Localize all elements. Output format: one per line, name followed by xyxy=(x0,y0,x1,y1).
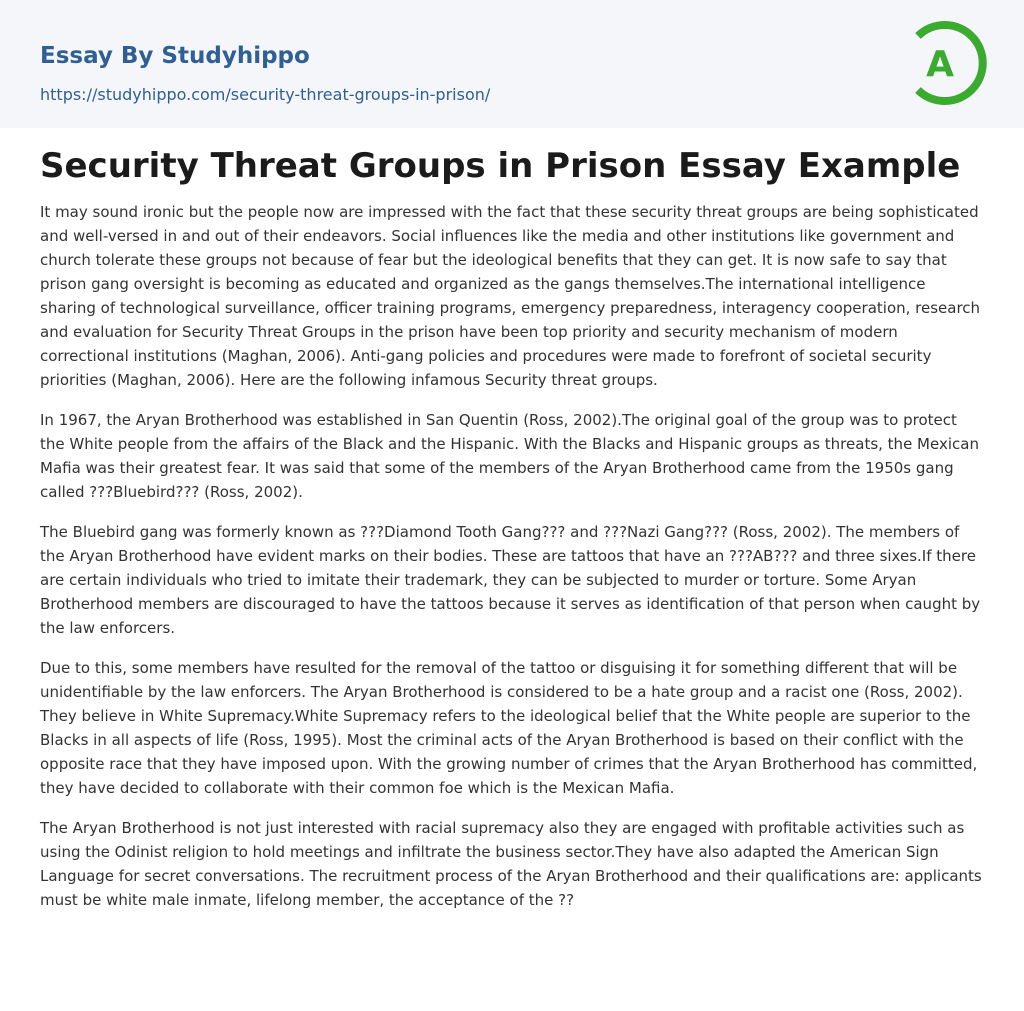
paragraph: Due to this, some members have resulted for the removal of the tattoo or disguising it for something different that will be unidentifiable by the law enforcers. The Aryan Brotherhood is considered to be a hate group and a racist one (Ross, 2002). They believe in White Supremacy.White Supremacy refers to the ideological belief that the White people are superior to the Blacks in all aspects of life (Ross, 1995). Most the criminal acts of the Aryan Brotherhood is based on their conflict with the opposite race that they have imposed upon. With the growing number of crimes that the Aryan Brotherhood has committed, they have decided to collaborate with their common foe which is the Mexican Mafia. xyxy=(40,659,978,797)
studyhippo-logo-icon[interactable] xyxy=(910,18,990,108)
paragraph: It may sound ironic but the people now are impressed with the fact that these security threat groups are being sophisticated and well-versed in and out of their endeavors. Social influences like the media and other institutions like government and church tolerate these groups not because of fear but the ideological benefits that they can get. It is now safe to say that prison gang oversight is becoming as educated and organized as the gangs themselves.The international intelligence sharing of technological surveillance, officer training programs, emergency preparedness, interagency cooperation, research and evaluation for Security Threat Groups in the prison have been top priority and security mechanism of modern correctional institutions (Maghan, 2006). Anti-gang policies and procedures were made to forefront of societal security priorities (Maghan, 2006). Here are the following infamous Security threat groups. xyxy=(40,203,981,389)
page-title: Security Threat Groups in Prison Essay Example xyxy=(40,146,961,186)
paragraph: The Bluebird gang was formerly known as ???Diamond Tooth Gang??? and ???Nazi Gang??? (Ross, 2002). The members of the Aryan Brotherhood have evident marks on their bodies. These are tattoos that have an ???AB??? and three sixes.If there are certain individuals who tried to imitate their trademark, they can be subjected to murder or torture. Some Aryan Brotherhood members are discouraged to have the tattoos because it serves as identification of that person when caught by the law enforcers. xyxy=(40,523,981,637)
site-header xyxy=(0,0,1024,128)
source-url-link[interactable]: https://studyhippo.com/security-threat-groups-in-prison/ xyxy=(40,85,491,104)
logo-letter: A xyxy=(926,44,954,85)
brand-title[interactable]: Essay By Studyhippo xyxy=(40,43,310,69)
paragraph: The Aryan Brotherhood is not just interested with racial supremacy also they are engaged with profitable activities such as using the Odinist religion to hold meetings and infiltrate the business sector.They have also adapted the American Sign Language for secret conversations. The recruitment process of the Aryan Brotherhood and their qualifications are: applicants must be white male inmate, lifelong member, the acceptance of the ?? xyxy=(40,819,982,909)
paragraph: In 1967, the Aryan Brotherhood was established in San Quentin (Ross, 2002).The original goal of the group was to protect the White people from the affairs of the Black and the Hispanic. With the Blacks and Hispanic groups as threats, the Mexican Mafia was their greatest fear. It was said that some of the members of the Aryan Brotherhood came from the 1950s gang called ???Bluebird??? (Ross, 2002). xyxy=(40,411,979,501)
article xyxy=(40,140,986,928)
